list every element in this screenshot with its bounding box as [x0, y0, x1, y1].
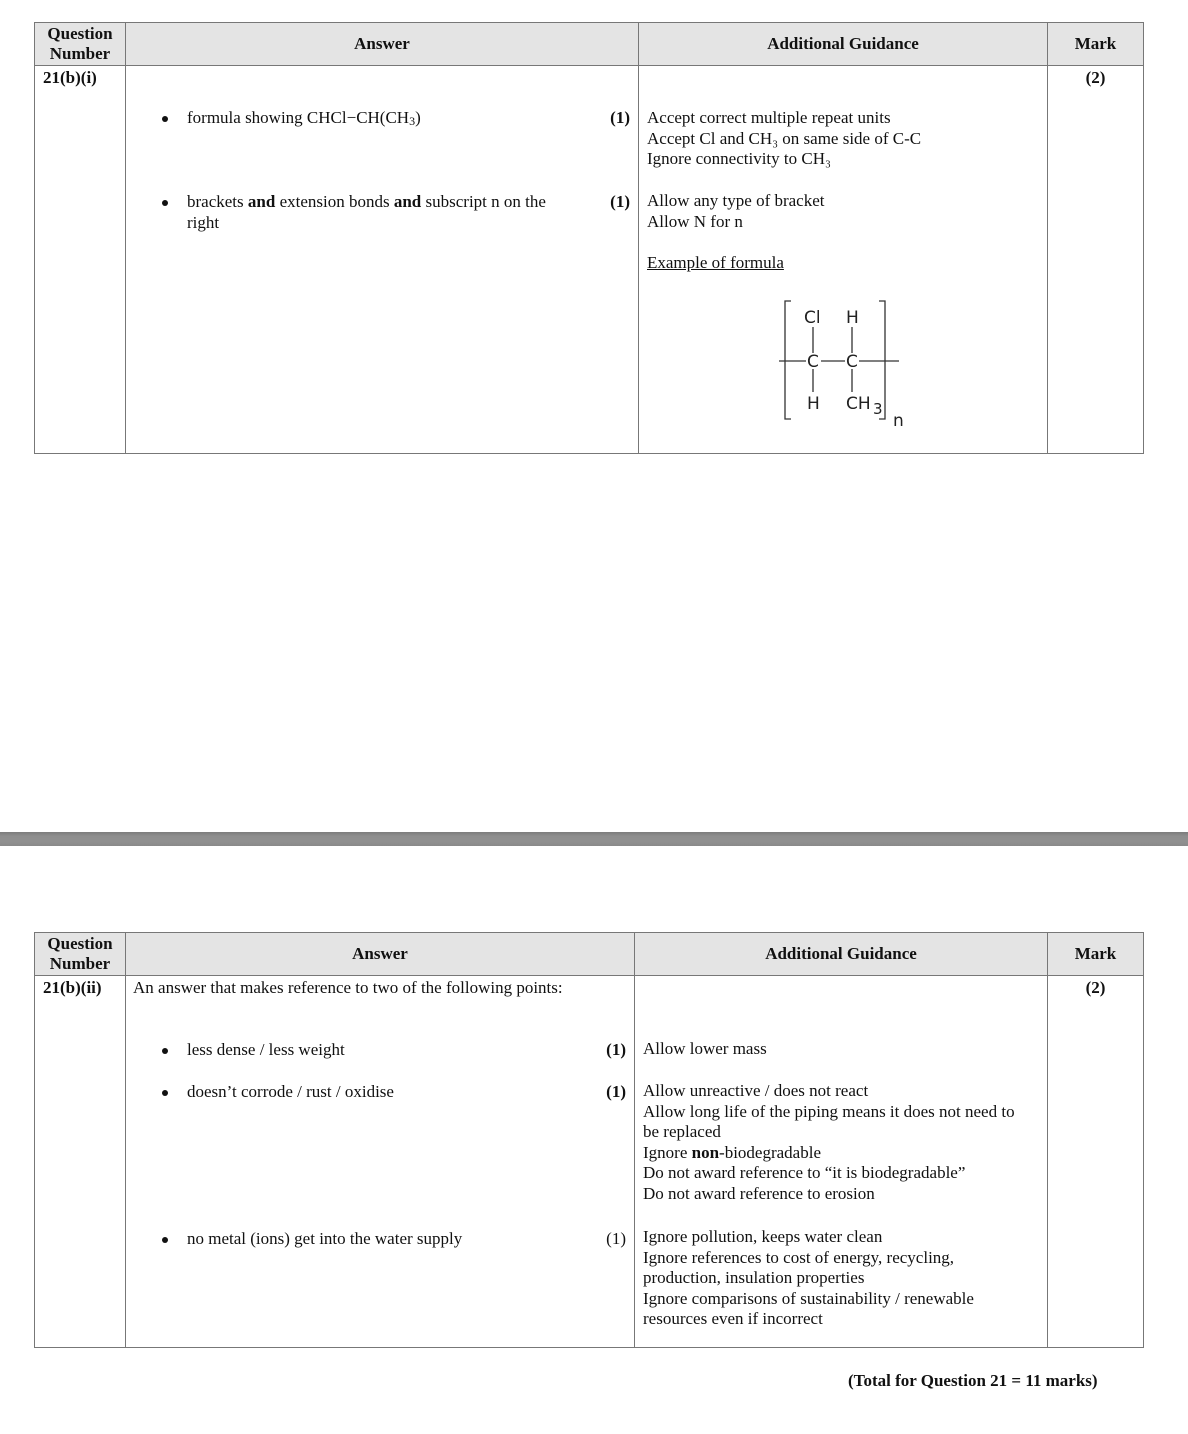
question-total: (Total for Question 21 = 11 marks) — [848, 1371, 1098, 1390]
header-question-number — [35, 933, 126, 976]
svg-text:n: n — [893, 411, 904, 431]
guidance-line: Ignore pollution, keeps water clean — [643, 1227, 883, 1246]
guidance-line: Allow any type of bracket — [647, 191, 825, 210]
svg-text:H: H — [846, 308, 859, 328]
answer-text: doesn’t corrode / rust / oxidise — [187, 1082, 394, 1101]
total-mark: (2) — [1085, 978, 1106, 997]
header-guidance: Additional Guidance — [635, 933, 1048, 976]
guidance-line: Do not award reference to erosion — [643, 1183, 875, 1203]
answer-mark: (1) — [606, 1229, 626, 1248]
header-question-label: Question — [47, 934, 113, 953]
guidance-line: Ignore comparisons of sustainability / renewable — [643, 1288, 974, 1308]
svg-text:CH: CH — [846, 394, 871, 414]
guidance-line: Allow unreactive / does not react — [643, 1081, 869, 1100]
guidance-line: Allow N for n — [647, 211, 743, 231]
header-answer: Answer — [126, 933, 635, 976]
question-number-cell — [35, 976, 126, 1348]
table-row — [35, 976, 1144, 1348]
header-guidance: Additional Guidance — [639, 23, 1048, 66]
guidance-line: Accept correct multiple repeat units — [647, 108, 891, 127]
guidance-line: resources even if incorrect — [643, 1309, 823, 1328]
guidance-line: Allow lower mass — [643, 1039, 767, 1058]
answer-text: less dense / less weight — [187, 1040, 345, 1059]
answer-point — [160, 192, 630, 233]
polymer-repeat-unit-diagram — [779, 291, 909, 431]
mark-cell — [1048, 66, 1144, 454]
mark-scheme-table-21bi — [34, 22, 1144, 454]
answer-mark: (1) — [610, 192, 630, 211]
header-number-label: Number — [49, 44, 111, 63]
question-number-cell — [35, 66, 126, 454]
table-row — [35, 66, 1144, 454]
guidance-block — [643, 1081, 1041, 1204]
header-row — [35, 23, 1144, 66]
guidance-line: Do not award reference to “it is biodegradable” — [643, 1163, 966, 1182]
header-question-label: Question — [47, 24, 113, 43]
guidance-block — [647, 108, 1041, 170]
total-mark: (2) — [1085, 68, 1106, 87]
answer-mark: (1) — [610, 108, 630, 127]
svg-text:Cl: Cl — [804, 308, 821, 328]
guidance-line: Ignore non-biodegradable — [643, 1142, 821, 1162]
answer-mark: (1) — [606, 1040, 626, 1059]
svg-text:3: 3 — [873, 400, 883, 418]
header-mark: Mark — [1048, 23, 1144, 66]
answer-point — [160, 1040, 626, 1061]
guidance-block — [643, 1039, 1041, 1060]
guidance-line: Ignore connectivity to CH₃ — [647, 149, 831, 168]
guidance-cell — [635, 976, 1048, 1348]
answer-point — [160, 1229, 626, 1250]
svg-text:C: C — [807, 352, 819, 372]
guidance-cell — [639, 66, 1048, 454]
answer-text: brackets and extension bonds and subscript n on the right — [187, 192, 546, 232]
guidance-block — [643, 1227, 1041, 1330]
svg-text:H: H — [807, 394, 820, 414]
question-number: 21(b)(ii) — [43, 978, 102, 997]
answer-mark: (1) — [606, 1082, 626, 1101]
guidance-line: Accept Cl and CH₃ on same side of C-C — [647, 128, 922, 148]
guidance-line: production, insulation properties — [643, 1268, 865, 1287]
answer-intro: An answer that makes reference to two of the following points: — [133, 978, 563, 997]
answer-cell — [126, 976, 635, 1348]
header-mark: Mark — [1048, 933, 1144, 976]
guidance-line: Allow long life of the piping means it does not need to — [643, 1101, 1015, 1121]
header-question-number — [35, 23, 126, 66]
example-heading: Example of formula — [647, 253, 784, 272]
guidance-line: be replaced — [643, 1122, 721, 1141]
header-number-label: Number — [49, 954, 111, 973]
page-divider — [0, 832, 1188, 846]
mark-scheme-table-21bii — [34, 932, 1144, 1348]
answer-point — [160, 1082, 626, 1103]
mark-cell — [1048, 976, 1144, 1348]
question-number: 21(b)(i) — [43, 68, 97, 87]
svg-text:C: C — [846, 352, 858, 372]
guidance-block — [647, 191, 1041, 232]
answer-point — [160, 108, 630, 129]
header-answer: Answer — [126, 23, 639, 66]
guidance-line: Ignore references to cost of energy, recycling, — [643, 1247, 955, 1267]
answer-text: no metal (ions) get into the water supply — [187, 1229, 463, 1248]
answer-text: formula showing $CHCl-CH(CH_3)$ — [187, 108, 421, 128]
header-row — [35, 933, 1144, 976]
answer-cell — [126, 66, 639, 454]
